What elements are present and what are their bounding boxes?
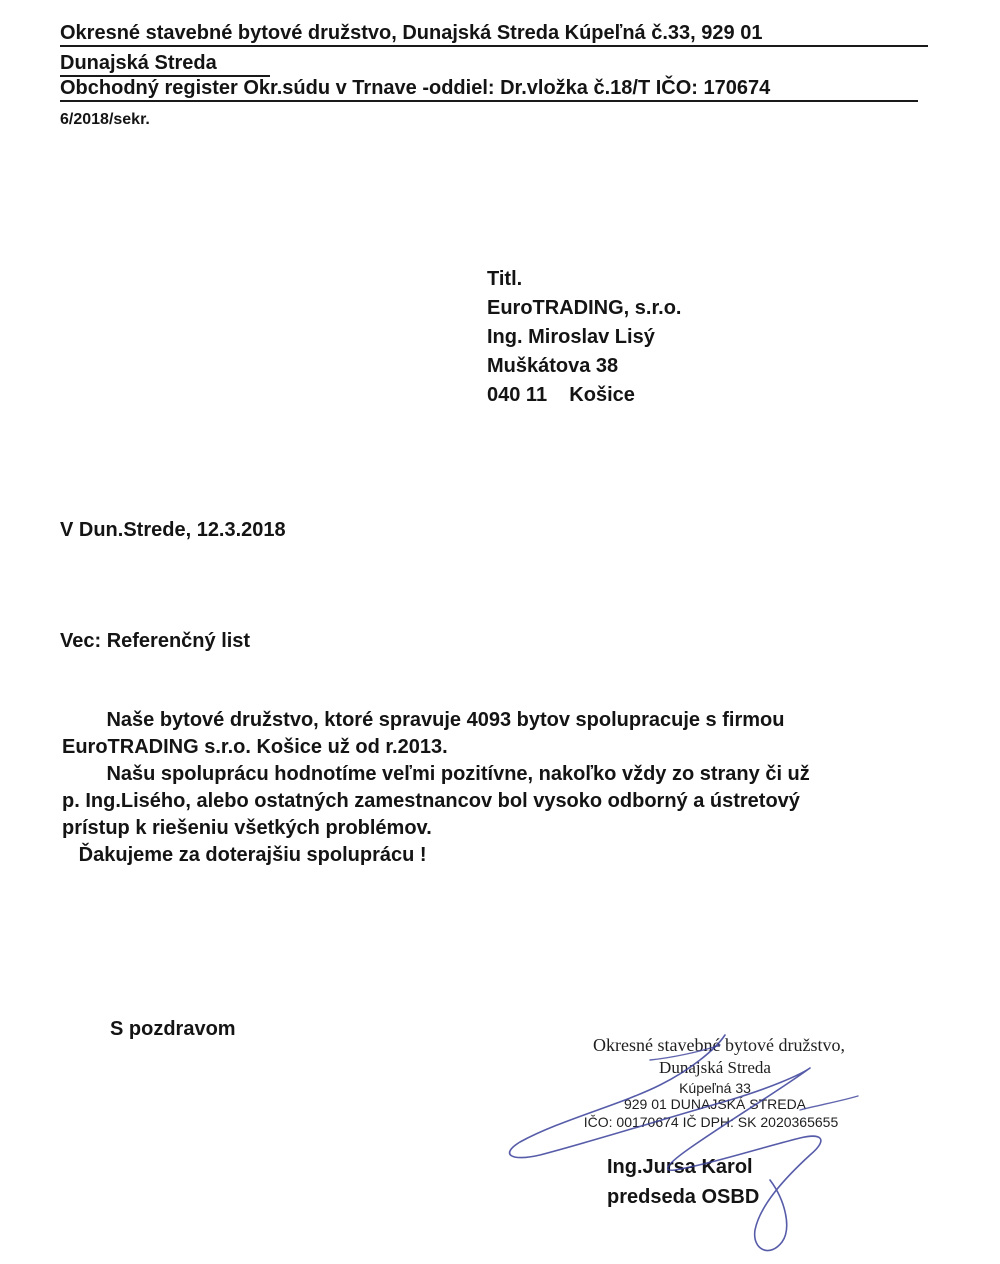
signer-role: predseda OSBD	[607, 1186, 760, 1208]
body-line: prístup k riešeniu všetkých problémov.	[62, 817, 432, 839]
stamp-street: Kúpeľná 33	[679, 1080, 751, 1096]
company-stamp	[575, 1035, 855, 1130]
letterhead-registry: Obchodný register Okr.súdu v Trnave -oddiel: Dr.vložka č.18/T IČO: 170674	[60, 77, 918, 102]
letter-subject: Vec: Referenčný list	[60, 630, 251, 652]
recipient-title: Titl.	[487, 268, 523, 290]
body-line: Ďakujeme za doterajšiu spoluprácu !	[62, 844, 427, 866]
recipient-person: Ing. Miroslav Lisý	[487, 326, 655, 348]
letter-date: V Dun.Strede, 12.3.2018	[60, 519, 286, 541]
letterhead-line-2: Dunajská Streda	[60, 52, 270, 77]
body-line: EuroTRADING s.r.o. Košice už od r.2013.	[62, 736, 448, 758]
body-line: Naše bytové družstvo, ktoré spravuje 4093 bytov spolupracuje s firmou	[62, 709, 785, 731]
stamp-city: 929 01 DUNAJSKÁ STREDA	[623, 1096, 807, 1112]
recipient-address	[487, 265, 681, 410]
letterhead-line-1: Okresné stavebné bytové družstvo, Dunajská Streda Kúpeľná č.33, 929 01	[60, 22, 928, 47]
recipient-street: Muškátova 38	[487, 355, 619, 377]
reference-number: 6/2018/sekr.	[60, 111, 150, 128]
signer-block	[607, 1152, 759, 1212]
stamp-city-name: Dunajská Streda	[659, 1058, 771, 1077]
stamp-name: Okresné stavebné bytové družstvo,	[593, 1035, 845, 1055]
body-line: p. Ing.Lisého, alebo ostatných zamestnancov bol vysoko odborný a ústretový	[62, 790, 800, 812]
stamp-ids: IČO: 00170674 IČ DPH: SK 2020365655	[583, 1114, 839, 1130]
recipient-city: 040 11 Košice	[487, 384, 635, 406]
recipient-company: EuroTRADING, s.r.o.	[487, 297, 682, 319]
closing-greeting: S pozdravom	[110, 1018, 236, 1040]
signer-name: Ing.Jursa Karol	[607, 1156, 753, 1178]
body-line: Našu spoluprácu hodnotíme veľmi pozitívne, nakoľko vždy zo strany či už	[62, 763, 810, 785]
letter-body	[62, 707, 962, 869]
